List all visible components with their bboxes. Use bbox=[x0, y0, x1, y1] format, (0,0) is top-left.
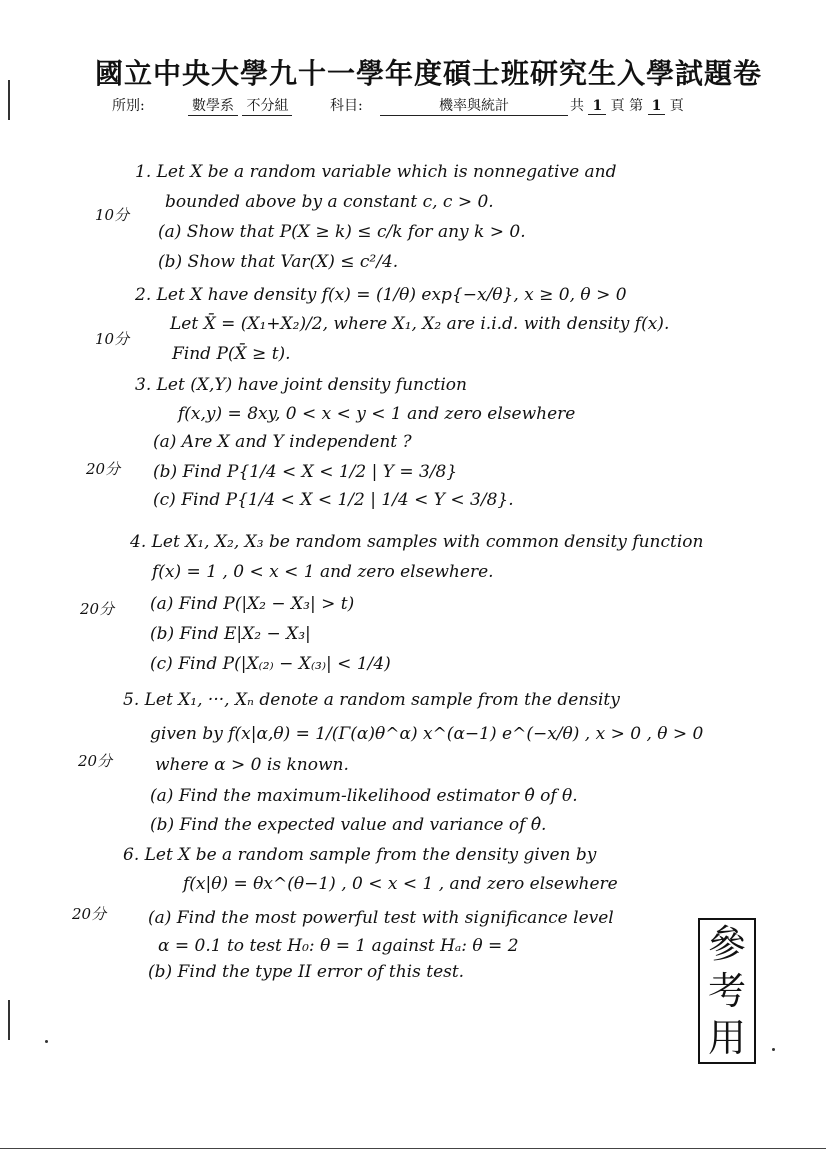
question-line: 4. Let X₁, X₂, X₃ be random samples with common density function bbox=[130, 532, 704, 552]
dept-value: 數學系 bbox=[188, 95, 238, 116]
question-points: 10分 bbox=[95, 330, 130, 348]
question-line: 2. Let X have density f(x) = (1/θ) exp{−x/θ}, x ≥ 0, θ > 0 bbox=[135, 285, 627, 305]
question-line: 5. Let X₁, ···, Xₙ denote a random sample from the density bbox=[123, 690, 620, 710]
reference-stamp bbox=[698, 918, 756, 1064]
question-line: (a) Are X and Y independent ? bbox=[153, 432, 412, 452]
question-line: (b) Find the type II error of this test. bbox=[148, 962, 465, 982]
question-line: where α > 0 is known. bbox=[155, 755, 349, 775]
scan-margin-bar bbox=[8, 1000, 10, 1040]
question-line: (a) Show that P(X ≥ k) ≤ c/k for any k > 0. bbox=[158, 222, 526, 242]
scan-speck bbox=[772, 1048, 775, 1051]
stamp-char: 考 bbox=[707, 968, 746, 1013]
question-line: (b) Show that Var(X) ≤ c²/4. bbox=[158, 252, 399, 272]
scan-speck bbox=[45, 1040, 48, 1043]
page-bottom-rule bbox=[0, 1148, 826, 1149]
question-line: (a) Find the maximum-likelihood estimator θ̂ of θ. bbox=[150, 786, 578, 806]
question-line: bounded above by a constant c, c > 0. bbox=[165, 192, 494, 212]
question-points: 20分 bbox=[80, 600, 115, 618]
page-suffix: 頁 bbox=[669, 98, 684, 114]
exam-title: 國立中央大學九十一學年度碩士班研究生入學試題卷 bbox=[95, 57, 763, 90]
question-line: f(x) = 1 , 0 < x < 1 and zero elsewhere. bbox=[152, 562, 494, 582]
question-line: (a) Find the most powerful test with significance level bbox=[148, 908, 614, 928]
question-line: (c) Find P{1/4 < X < 1/2 | 1/4 < Y < 3/8}. bbox=[153, 490, 514, 510]
question-line: 6. Let X be a random sample from the density given by bbox=[123, 845, 597, 865]
subject-label: 科目: bbox=[330, 98, 363, 114]
pages-total-label: 共 bbox=[570, 98, 584, 114]
question-line: f(x,y) = 8xy, 0 < x < y < 1 and zero elsewhere bbox=[178, 404, 576, 424]
pages-total: 1 bbox=[588, 98, 606, 115]
group-value: 不分組 bbox=[242, 95, 292, 116]
question-line: 3. Let (X,Y) have joint density function bbox=[135, 375, 467, 395]
question-points: 10分 bbox=[95, 206, 130, 224]
question-points: 20分 bbox=[78, 752, 113, 770]
question-line: (a) Find P(|X₂ − X₃| > t) bbox=[150, 594, 355, 614]
dept-label: 所別: bbox=[112, 98, 145, 114]
question-line: (c) Find P(|X₍₂₎ − X₍₃₎| < 1/4) bbox=[150, 654, 391, 674]
scan-margin-bar bbox=[8, 80, 10, 120]
stamp-char: 參 bbox=[707, 921, 746, 966]
page-number: 1 bbox=[648, 98, 666, 115]
question-points: 20分 bbox=[72, 905, 107, 923]
question-line: given by f(x|α,θ) = 1/(Γ(α)θ^α) x^(α−1) e^(−x/θ) , x > 0 , θ > 0 bbox=[150, 724, 704, 744]
question-line: f(x|θ) = θx^(θ−1) , 0 < x < 1 , and zero elsewhere bbox=[183, 874, 618, 894]
subject-value: 機率與統計 bbox=[380, 95, 568, 116]
page-label: 頁 第 bbox=[610, 98, 644, 114]
question-line: 1. Let X be a random variable which is nonnegative and bbox=[135, 162, 617, 182]
question-line: α = 0.1 to test H₀: θ = 1 against Hₐ: θ = 2 bbox=[158, 936, 519, 956]
subject-field bbox=[380, 95, 568, 116]
stamp-char: 用 bbox=[707, 1016, 746, 1061]
question-line: Let X̄ = (X₁+X₂)/2, where X₁, X₂ are i.i.d. with density f(x). bbox=[170, 314, 670, 334]
question-line: (b) Find E|X₂ − X₃| bbox=[150, 624, 311, 644]
question-line: (b) Find the expected value and variance of θ̂. bbox=[150, 815, 547, 835]
question-points: 20分 bbox=[86, 460, 121, 478]
question-line: Find P(X̄ ≥ t). bbox=[172, 344, 291, 364]
page-info bbox=[570, 95, 684, 115]
question-line: (b) Find P{1/4 < X < 1/2 | Y = 3/8} bbox=[153, 462, 458, 482]
dept-field bbox=[188, 95, 292, 116]
